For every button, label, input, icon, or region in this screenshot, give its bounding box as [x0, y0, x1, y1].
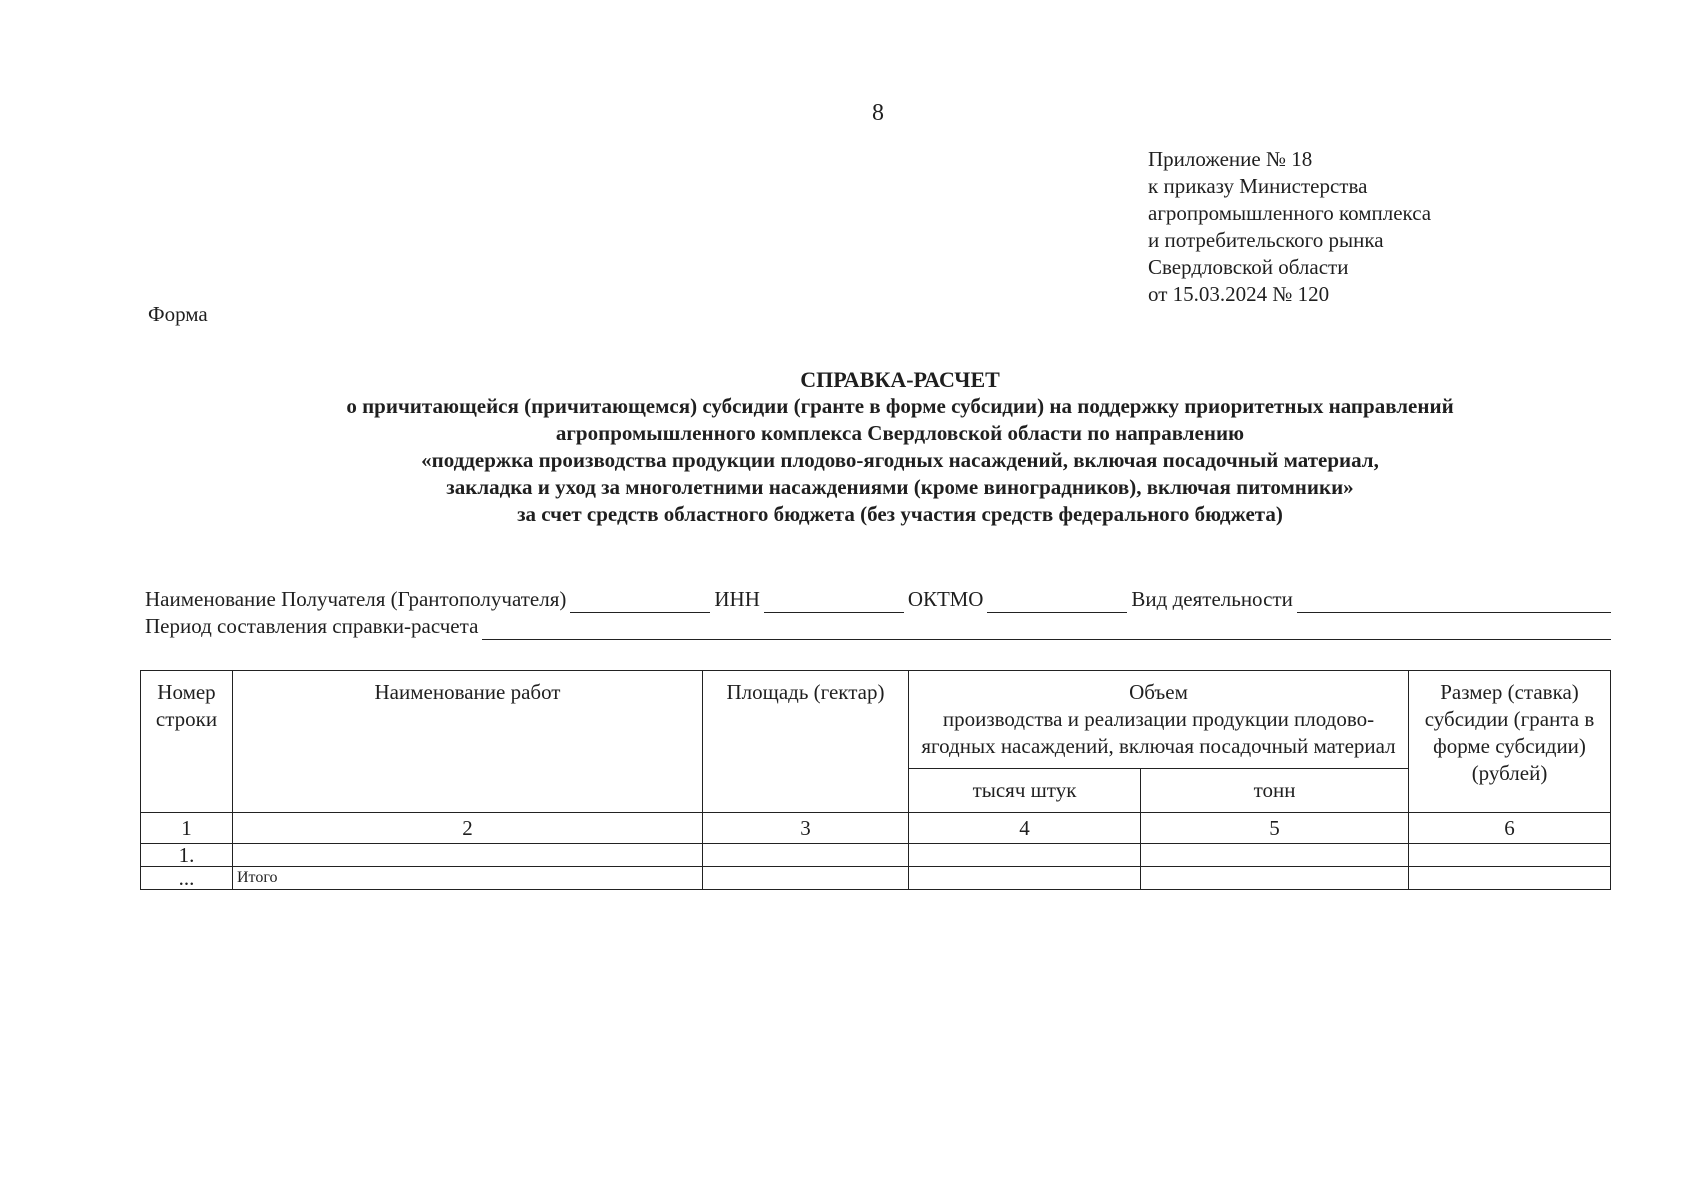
document-title — [240, 366, 1560, 528]
recipient-field[interactable] — [570, 592, 710, 613]
total-label-cell: Итого — [233, 867, 703, 890]
appendix-line: и потребительского рынка — [1148, 228, 1384, 252]
inn-label: ИНН — [714, 587, 760, 611]
thousand-pieces-cell[interactable] — [909, 844, 1141, 867]
thousand-pieces-cell[interactable] — [909, 867, 1141, 890]
header-volume-desc: производства и реализации продукции плодово-ягодных насаждений, включая посадочный материал — [921, 707, 1396, 758]
column-number-row — [141, 813, 1611, 844]
form-label: Форма — [148, 302, 208, 326]
period-label: Период составления справки-расчета — [145, 614, 479, 638]
area-cell[interactable] — [703, 867, 909, 890]
header-area: Площадь (гектар) — [703, 671, 909, 813]
title-line: о причитающейся (причитающемся) субсидии (гранте в форме субсидии) на поддержку приоритетных направлений — [346, 394, 1454, 418]
appendix-line: Свердловской области — [1148, 255, 1349, 279]
inn-field[interactable] — [764, 592, 904, 613]
subsidy-rate-cell[interactable] — [1409, 867, 1611, 890]
tons-cell[interactable] — [1141, 844, 1409, 867]
header-work-name: Наименование работ — [233, 671, 703, 813]
recipient-label: Наименование Получателя (Грантополучателя) — [145, 587, 567, 611]
title-line: за счет средств областного бюджета (без участия средств федерального бюджета) — [517, 502, 1283, 526]
subsidy-rate-cell[interactable] — [1409, 844, 1611, 867]
appendix-note — [1148, 146, 1431, 308]
activity-label: Вид деятельности — [1131, 587, 1293, 611]
title-main: СПРАВКА-РАСЧЕТ — [800, 367, 1000, 392]
header-tons: тонн — [1141, 769, 1409, 813]
column-number: 6 — [1409, 813, 1611, 844]
table-row — [141, 844, 1611, 867]
period-field[interactable] — [482, 619, 1611, 640]
work-name-cell[interactable] — [233, 844, 703, 867]
recipient-line — [145, 586, 1615, 613]
header-row — [141, 671, 1611, 769]
oktmo-label: ОКТМО — [907, 587, 984, 611]
appendix-line: к приказу Министерства — [1148, 174, 1368, 198]
row-number-cell: 1. — [141, 844, 233, 867]
tons-cell[interactable] — [1141, 867, 1409, 890]
calculation-table — [140, 670, 1611, 890]
row-number-cell: ... — [141, 867, 233, 890]
table-row-total — [141, 867, 1611, 890]
appendix-line: от 15.03.2024 № 120 — [1148, 282, 1330, 306]
period-line — [145, 613, 1615, 640]
title-line: закладка и уход за многолетними насаждениями (кроме виноградников), включая питомники» — [446, 475, 1354, 499]
area-cell[interactable] — [703, 844, 909, 867]
title-line: «поддержка производства продукции плодово-ягодных насаждений, включая посадочный материал, — [421, 448, 1379, 472]
column-number: 3 — [703, 813, 909, 844]
oktmo-field[interactable] — [987, 592, 1127, 613]
title-line: агропромышленного комплекса Свердловской области по направлению — [555, 421, 1245, 445]
page-number: 8 — [872, 100, 884, 126]
header-fields — [145, 586, 1615, 640]
header-thousand-pieces: тысяч штук — [909, 769, 1141, 813]
column-number: 1 — [141, 813, 233, 844]
activity-field[interactable] — [1297, 592, 1611, 613]
header-volume — [909, 671, 1409, 769]
header-row-number: Номер строки — [141, 671, 233, 813]
appendix-line: агропромышленного комплекса — [1148, 201, 1432, 225]
appendix-line: Приложение № 18 — [1148, 147, 1313, 171]
header-volume-title: Объем — [1129, 680, 1188, 704]
column-number: 4 — [909, 813, 1141, 844]
column-number: 2 — [233, 813, 703, 844]
column-number: 5 — [1141, 813, 1409, 844]
header-subsidy-rate: Размер (ставка) субсидии (гранта в форме субсидии) (рублей) — [1409, 671, 1611, 813]
